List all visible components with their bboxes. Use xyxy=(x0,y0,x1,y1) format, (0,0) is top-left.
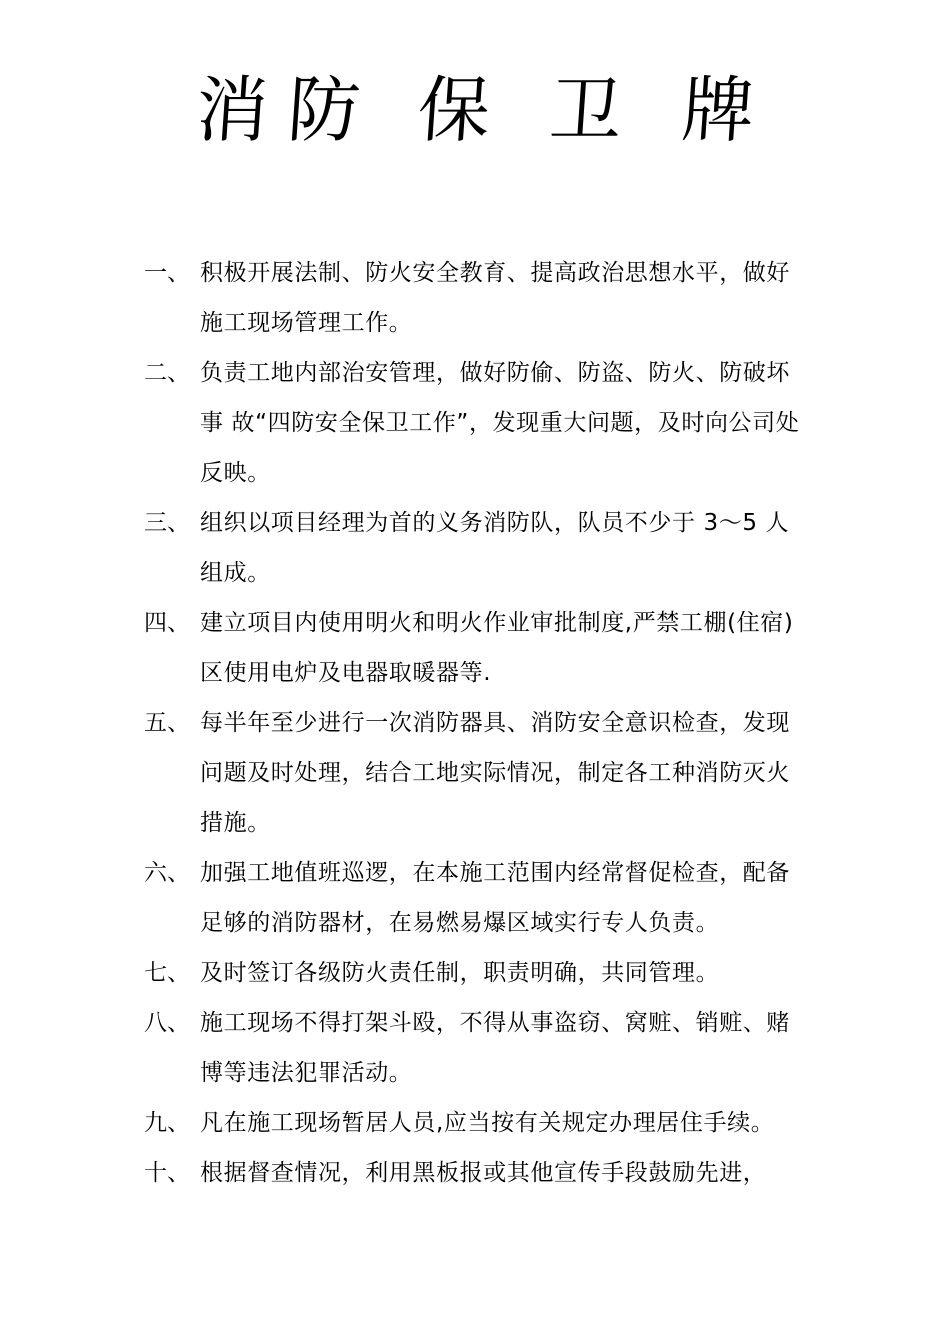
page-title xyxy=(0,62,950,162)
list-item xyxy=(0,698,950,848)
list-item xyxy=(0,598,950,698)
item-marker: 九、 xyxy=(144,1110,190,1136)
list-item xyxy=(0,1148,950,1198)
item-text: 及时签订各级防火责任制，职责明确，共同管理。 xyxy=(200,960,720,986)
item-text: 组织以项目经理为首的义务消防队，队员不少于 3～5 人组成。 xyxy=(200,510,790,586)
item-text: 根据督查情况，利用黑板报或其他宣传手段鼓励先进， xyxy=(200,1160,767,1186)
item-marker: 十、 xyxy=(144,1160,190,1186)
list-item xyxy=(0,848,950,948)
rules-list xyxy=(0,248,950,1198)
item-text: 加强工地值班巡逻，在本施工范围内经常督促检查，配备足够的消防器材，在易燃易爆区域实行专人负责。 xyxy=(200,860,790,936)
item-marker: 三、 xyxy=(144,510,190,536)
list-item xyxy=(0,1098,950,1148)
item-marker: 四、 xyxy=(144,610,190,636)
item-marker: 二、 xyxy=(144,360,190,386)
title-char: 卫 xyxy=(547,68,625,152)
title-char: 保 xyxy=(415,68,493,152)
item-text: 负责工地内部治安管理，做好防偷、防盗、防火、防破坏事 故“四防安全保卫工作”，发现重大问题，及时向公司处反映。 xyxy=(200,360,800,486)
item-text: 施工现场不得打架斗殴，不得从事盗窃、窝赃、销赃、赌博等违法犯罪活动。 xyxy=(200,1010,790,1086)
list-item xyxy=(0,498,950,598)
item-text: 建立项目内使用明火和明火作业审批制度,严禁工棚(住宿)区使用电炉及电器取暖器等. xyxy=(200,610,794,686)
item-text: 每半年至少进行一次消防器具、消防安全意识检查，发现问题及时处理，结合工地实际情况，制定各工种消防灭火措施。 xyxy=(200,710,790,836)
item-marker: 八、 xyxy=(144,1010,190,1036)
item-marker: 七、 xyxy=(144,960,190,986)
title-char: 消 xyxy=(193,68,271,152)
list-item xyxy=(0,348,950,498)
item-text: 凡在施工现场暂居人员,应当按有关规定办理居住手续。 xyxy=(200,1110,775,1136)
title-char: 牌 xyxy=(679,68,757,152)
item-marker: 五、 xyxy=(144,710,190,736)
list-item xyxy=(0,248,950,348)
list-item xyxy=(0,998,950,1098)
list-item xyxy=(0,948,950,998)
item-marker: 六、 xyxy=(144,860,190,886)
title-char: 防 xyxy=(285,68,363,152)
item-marker: 一、 xyxy=(144,260,190,286)
item-text: 积极开展法制、防火安全教育、提高政治思想水平，做好施工现场管理工作。 xyxy=(200,260,790,336)
